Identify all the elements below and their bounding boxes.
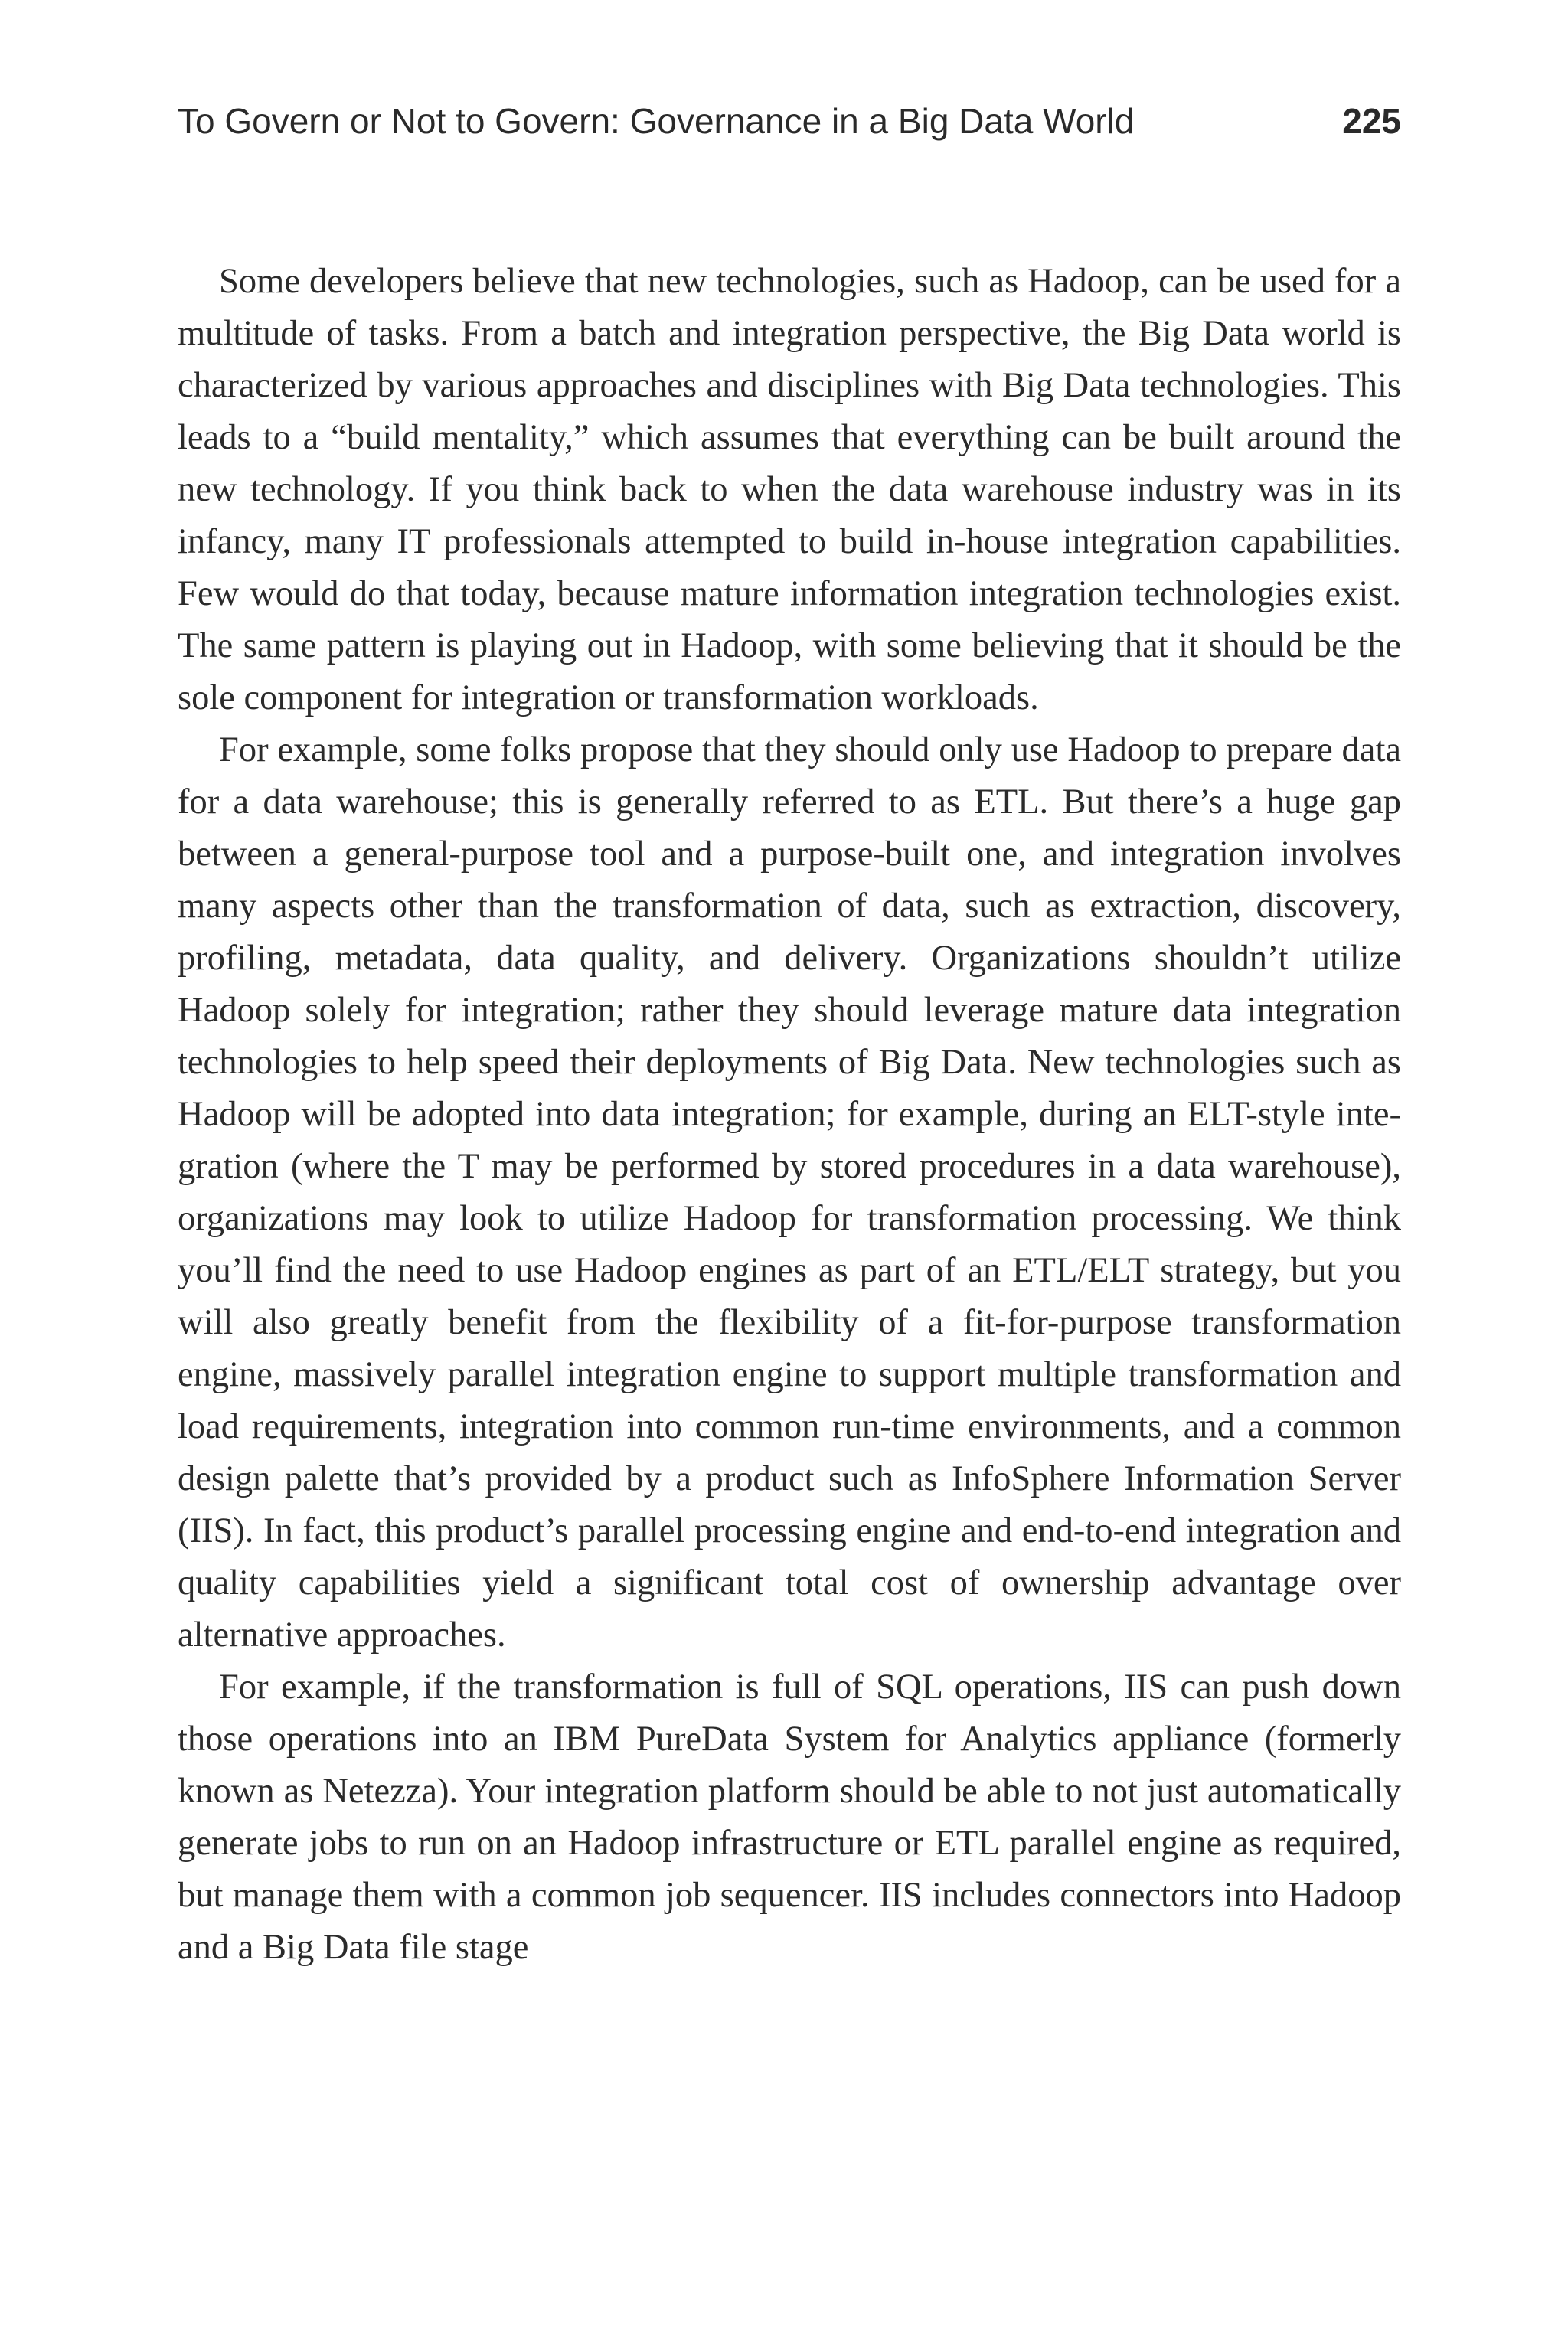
paragraph: For example, if the transformation is full of SQL operations, IIS can push down those operations into an IBM PureData System for Analytics appliance (formerly known as Netezza). Your integration platform should be able to not just automatically generate jobs to run on an Hadoop infrastructure or ETL parallel engine as required, but manage them with a common job sequencer. IIS includes connectors into Hadoop and a Big Data file stage (178, 1668, 1401, 1967)
page-number: 225 (1342, 101, 1401, 141)
chapter-title: To Govern or Not to Govern: Governance in a Big Data World (178, 101, 1135, 141)
body-text (178, 256, 1401, 1974)
paragraph: Some developers believe that new technologies, such as Hadoop, can be used for a multitude of tasks. From a batch and integration perspective, the Big Data world is characterized by various approaches and disciplines with Big Data technologies. This leads to a “build mentality,” which assumes that everything can be built around the new technology. If you think back to when the data warehouse industry was in its infancy, many IT professionals attempted to build in-house integration capabilities. Few would do that today, because mature information integration technologies exist. The same pattern is playing out in Hadoop, with some believing that it should be the sole component for integration or transformation workloads. (178, 262, 1401, 717)
running-head (178, 95, 1401, 147)
paragraph: For example, some folks propose that they should only use Hadoop to prepare data for a data warehouse; this is generally referred to as ETL. But there’s a huge gap between a general-purpose tool and a purpose-built one, and integration involves many aspects other than the transformation of data, such as extraction, discovery, profiling, metadata, data quality, and delivery. Organizations shouldn’t utilize Hadoop solely for integration; rather they should leverage mature data integration technologies to help speed their deployments of Big Data. New technologies such as Hadoop will be adopted into data integration; for example, during an ELT-style integration (where the T may be performed by stored procedures in a data warehouse), organizations may look to utilize Hadoop for transformation processing. We think you’ll find the need to use Hadoop engines as part of an ETL/ELT strategy, but you will also greatly benefit from the flexibility of a fit-for-purpose transformation engine, massively parallel integration engine to support multiple transformation and load requirements, integration into common run-time environments, and a common design palette that’s provided by a product such as InfoSphere Information Server (IIS). In fact, this product’s parallel processing engine and end-to-end integration and quality capabilities yield a significant total cost of ownership advantage over alternative approaches. (178, 730, 1401, 1655)
